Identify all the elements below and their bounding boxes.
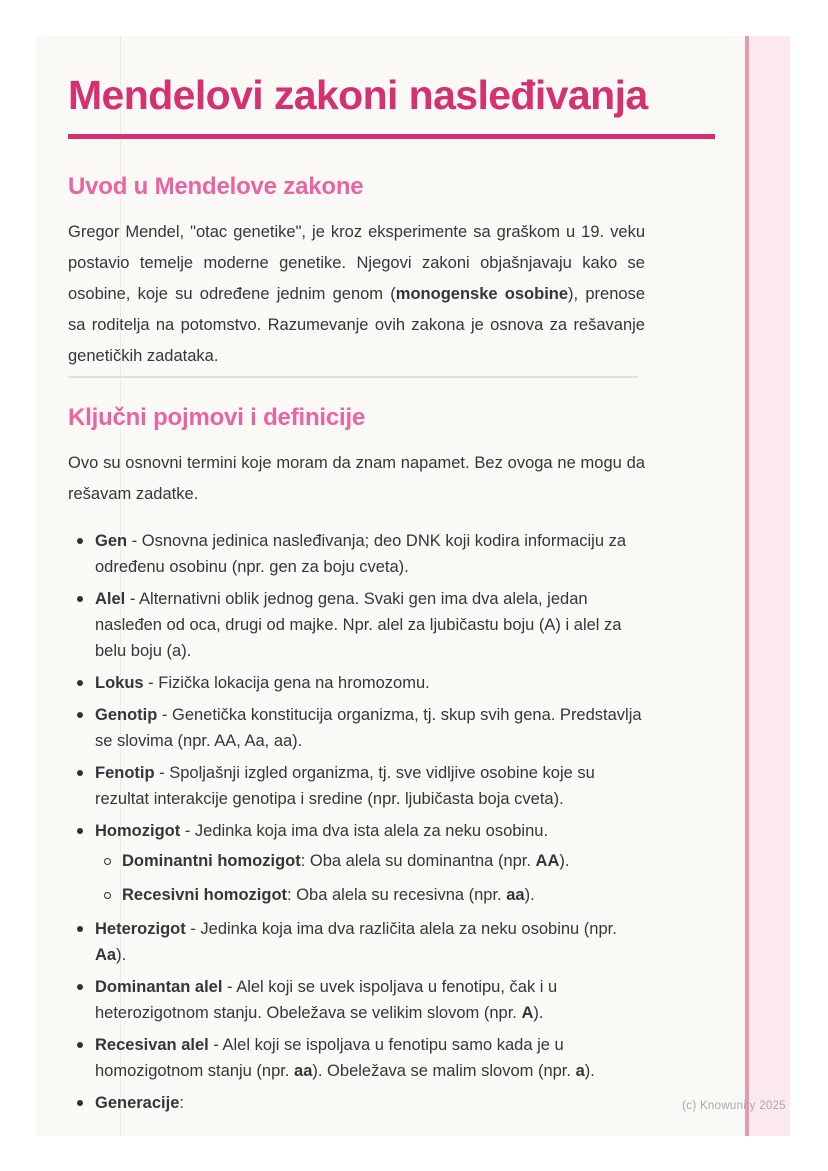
sub-term-list [95, 848, 645, 908]
bold-text-segment: aa [506, 886, 525, 904]
bold-text-segment: A [521, 1004, 534, 1022]
bold-text-segment: Alel [95, 590, 126, 608]
text-segment: : Oba alela su dominantna (npr. [300, 852, 536, 870]
term-list-item [68, 818, 645, 908]
text-segment: ). [533, 1004, 544, 1022]
sub-term-item [95, 848, 645, 874]
text-segment: ). [524, 886, 535, 904]
bold-text-segment: Dominantan alel [95, 978, 223, 996]
text-segment: Gregor Mendel, "otac genetike", je kroz eksperimente sa graškom u 19. veku postavio temelje moderne genetike. Njegovi zakoni objašnjavaju kako se osobine, koje su određene jednim genom ( [68, 223, 645, 303]
bold-text-segment: Fenotip [95, 764, 155, 782]
section-divider [68, 376, 638, 378]
text-segment: - Alternativni oblik jednog gena. Svaki gen ima dva alela, jedan nasleđen od oca, drugi od majke. Npr. alel za ljubičastu boju (A) i alel za belu boju (a). [95, 590, 622, 660]
bold-text-segment: Lokus [95, 674, 144, 692]
page-content [68, 36, 715, 1122]
term-list-item [68, 670, 645, 696]
text-segment: - Alel koji se ispoljava u fenotipu samo kada je u homozigotnom stanju (npr. [95, 1036, 564, 1080]
text-segment: ). [116, 946, 127, 964]
bold-text-segment: monogenske osobine [395, 285, 569, 303]
text-segment: - Osnovna jedinica nasleđivanja; deo DNK koji kodira informaciju za određenu osobinu (npr. gen za boju cveta). [95, 532, 627, 576]
text-segment: ), prenose sa roditelja na potomstvo. Razumevanje ovih zakona je osnova za rešavanje genetičkih zadataka. [68, 285, 645, 365]
term-list-item [68, 1032, 645, 1084]
bold-text-segment: Dominantni homozigot [122, 852, 301, 870]
bold-text-segment: Recesivan alel [95, 1036, 209, 1054]
terms-list [68, 528, 645, 1116]
bold-text-segment: AA [535, 852, 560, 870]
text-segment: : [179, 1094, 184, 1112]
term-list-item [68, 760, 645, 812]
intro-paragraph [68, 217, 645, 372]
text-segment: Ovo su osnovni termini koje moram da znam napamet. Bez ovoga ne mogu da rešavam zadatke. [68, 454, 645, 503]
text-segment: - Jedinka koja ima dva različita alela za neku osobinu (npr. [185, 920, 617, 938]
watermark: (c) Knowunity 2025 [682, 1100, 786, 1112]
sub-term-item [95, 882, 645, 908]
bold-text-segment: aa [294, 1062, 313, 1080]
page-edge-stripe [745, 36, 790, 1136]
title-underline [68, 134, 715, 139]
section-heading-intro: Uvod u Mendelove zakone [68, 173, 364, 200]
bold-text-segment: Recesivni homozigot [122, 886, 288, 904]
text-segment: ). [559, 852, 570, 870]
bold-text-segment: Gen [95, 532, 128, 550]
text-segment: - Fizička lokacija gena na hromozomu. [143, 674, 430, 692]
bold-text-segment: Aa [95, 946, 117, 964]
text-segment: - Genetička konstitucija organizma, tj. skup svih gena. Predstavlja se slovima (npr. AA, Aa, aa). [95, 706, 642, 750]
text-segment: ). Obeležava se malim slovom (npr. [312, 1062, 576, 1080]
bold-text-segment: Homozigot [95, 822, 181, 840]
text-segment: - Spoljašnji izgled organizma, tj. sve vidljive osobine koje su rezultat interakcije genotipa i sredine (npr. ljubičasta boja cveta). [95, 764, 595, 808]
bold-text-segment: Genotip [95, 706, 158, 724]
text-segment: : Oba alela su recesivna (npr. [287, 886, 507, 904]
text-segment: ). [584, 1062, 595, 1080]
term-list-item [68, 1090, 645, 1116]
bold-text-segment: Heterozigot [95, 920, 186, 938]
term-list-item [68, 528, 645, 580]
bold-text-segment: Generacije [95, 1094, 180, 1112]
bold-text-segment: a [575, 1062, 585, 1080]
key-terms-paragraph [68, 448, 645, 510]
section-heading-key-terms: Ključni pojmovi i definicije [68, 404, 366, 431]
notes-page [36, 36, 790, 1136]
term-list-item [68, 974, 645, 1026]
term-list-item [68, 586, 645, 664]
term-list-item [68, 702, 645, 754]
page-title: Mendelovi zakoni nasleđivanja [68, 72, 648, 118]
text-segment: - Alel koji se uvek ispoljava u fenotipu, čak i u heterozigotnom stanju. Obeležava se velikim slovom (npr. [95, 978, 558, 1022]
term-list-item [68, 916, 645, 968]
text-segment: - Jedinka koja ima dva ista alela za neku osobinu. [180, 822, 549, 840]
